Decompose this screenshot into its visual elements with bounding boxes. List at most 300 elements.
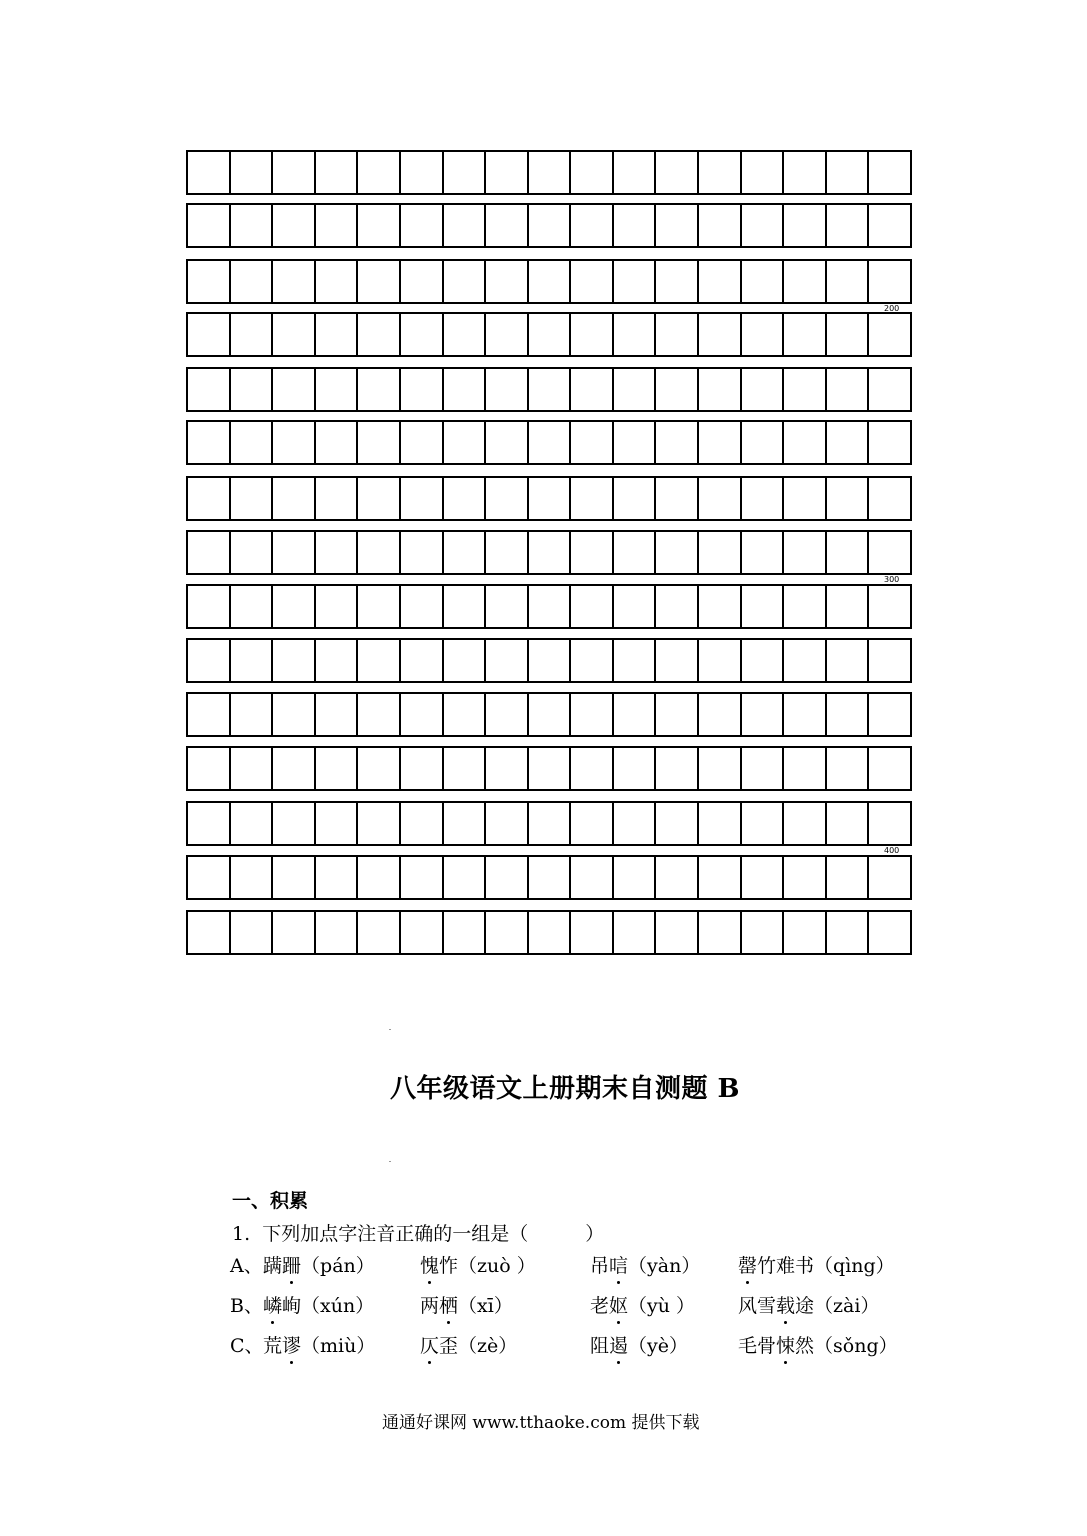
grid-cell (827, 857, 870, 898)
option-item (420, 1331, 517, 1358)
grid-cell (699, 857, 742, 898)
grid-cell (188, 314, 231, 355)
grid-cell (401, 369, 444, 410)
grid-cell (699, 586, 742, 627)
word-count-mark: 200 (884, 304, 900, 313)
grid-cell (571, 422, 614, 463)
pinyin-annotation: （zè） (458, 1335, 518, 1357)
grid-cell (273, 532, 316, 573)
grid-cell (742, 369, 785, 410)
grid-cell (784, 152, 827, 193)
grid-cell (656, 803, 699, 844)
grid-cell (529, 748, 572, 789)
pinyin-annotation: （qìng） (814, 1255, 895, 1277)
grid-cell (401, 912, 444, 953)
grid-cell (742, 422, 785, 463)
grid-cell (827, 640, 870, 681)
grid-cell (869, 694, 912, 735)
grid-cell (273, 640, 316, 681)
grid-cell (614, 857, 657, 898)
speck-mark (389, 1161, 391, 1162)
grid-cell (827, 912, 870, 953)
grid-row (186, 312, 912, 357)
pinyin-annotation: （xún） (301, 1295, 375, 1317)
word-part: 荒 (263, 1335, 283, 1357)
grid-row (186, 638, 912, 683)
grid-cell (486, 694, 529, 735)
grid-cell (358, 261, 401, 302)
grid-cell (869, 748, 912, 789)
grid-cell (614, 694, 657, 735)
grid-cell (571, 640, 614, 681)
grid-cell (358, 314, 401, 355)
grid-row (186, 855, 912, 900)
grid-cell (571, 857, 614, 898)
grid-row (186, 420, 912, 465)
grid-cell (486, 152, 529, 193)
dotted-character: 仄 (420, 1335, 440, 1357)
grid-cell (571, 532, 614, 573)
grid-cell (827, 694, 870, 735)
grid-cell (358, 640, 401, 681)
grid-cell (869, 369, 912, 410)
grid-cell (444, 478, 487, 519)
grid-cell (188, 586, 231, 627)
grid-cell (699, 422, 742, 463)
grid-cell (656, 478, 699, 519)
grid-cell (486, 261, 529, 302)
grid-cell (401, 640, 444, 681)
grid-cell (656, 857, 699, 898)
grid-row (186, 801, 912, 846)
grid-cell (316, 261, 359, 302)
grid-cell (358, 478, 401, 519)
word-count-mark: 400 (884, 846, 900, 855)
grid-cell (571, 586, 614, 627)
grid-cell (358, 748, 401, 789)
grid-cell (699, 912, 742, 953)
dotted-character: 愧 (420, 1255, 440, 1277)
grid-cell (358, 586, 401, 627)
grid-cell (358, 912, 401, 953)
option-item (590, 1251, 700, 1278)
grid-cell (529, 857, 572, 898)
grid-cell (231, 369, 274, 410)
grid-cell (869, 586, 912, 627)
section-heading: 一、积累 (232, 1190, 309, 1212)
grid-cell (784, 314, 827, 355)
grid-cell (486, 586, 529, 627)
grid-cell (869, 205, 912, 246)
grid-cell (358, 803, 401, 844)
grid-cell (784, 748, 827, 789)
grid-cell (529, 803, 572, 844)
grid-cell (656, 694, 699, 735)
grid-cell (316, 640, 359, 681)
grid-cell (188, 803, 231, 844)
option-row (230, 1331, 930, 1361)
word-part: 途 (795, 1295, 815, 1317)
grid-cell (869, 857, 912, 898)
grid-cell (486, 912, 529, 953)
grid-cell (188, 748, 231, 789)
question-1 (232, 1219, 604, 1246)
grid-cell (444, 912, 487, 953)
dotted-character: 遏 (609, 1335, 629, 1357)
grid-cell (188, 857, 231, 898)
grid-cell (699, 478, 742, 519)
footer-source: 通通好课网 www.tthaoke.com 提供下载 (382, 1413, 700, 1433)
option-item (590, 1331, 688, 1358)
grid-cell (699, 369, 742, 410)
grid-cell (742, 532, 785, 573)
word-part: 然 (795, 1335, 815, 1357)
grid-cell (656, 640, 699, 681)
grid-cell (273, 857, 316, 898)
grid-cell (486, 369, 529, 410)
grid-cell (699, 640, 742, 681)
grid-cell (273, 205, 316, 246)
grid-cell (656, 369, 699, 410)
pinyin-annotation: （zài） (814, 1295, 880, 1317)
grid-cell (742, 857, 785, 898)
grid-cell (742, 586, 785, 627)
grid-cell (273, 586, 316, 627)
grid-cell (231, 912, 274, 953)
word-part: 峋 (282, 1295, 302, 1317)
grid-cell (486, 857, 529, 898)
grid-cell (401, 532, 444, 573)
word-part: 吊 (590, 1255, 610, 1277)
grid-cell (656, 152, 699, 193)
grid-cell (784, 422, 827, 463)
grid-cell (529, 152, 572, 193)
grid-cell (614, 422, 657, 463)
grid-cell (742, 912, 785, 953)
grid-cell (401, 205, 444, 246)
grid-cell (401, 422, 444, 463)
grid-cell (742, 478, 785, 519)
grid-cell (358, 369, 401, 410)
grid-row (186, 530, 912, 575)
question-text: 下列加点字注音正确的一组是（ ） (262, 1223, 605, 1245)
word-part: 毛骨 (738, 1335, 777, 1357)
grid-cell (529, 314, 572, 355)
page-title: 八年级语文上册期末自测题 B (390, 1074, 741, 1104)
grid-cell (827, 478, 870, 519)
grid-cell (571, 369, 614, 410)
grid-cell (444, 152, 487, 193)
grid-cell (529, 532, 572, 573)
grid-cell (273, 748, 316, 789)
option-item (738, 1331, 898, 1358)
grid-cell (827, 803, 870, 844)
grid-cell (699, 205, 742, 246)
grid-cell (742, 640, 785, 681)
grid-cell (614, 314, 657, 355)
option-letter: A、 (230, 1255, 263, 1277)
grid-cell (444, 640, 487, 681)
grid-cell (358, 857, 401, 898)
grid-cell (444, 261, 487, 302)
grid-cell (784, 532, 827, 573)
grid-cell (316, 857, 359, 898)
grid-cell (188, 532, 231, 573)
grid-cell (656, 422, 699, 463)
grid-cell (486, 422, 529, 463)
grid-cell (869, 152, 912, 193)
grid-cell (401, 748, 444, 789)
grid-cell (444, 857, 487, 898)
word-part: 阻 (590, 1335, 610, 1357)
grid-cell (869, 532, 912, 573)
grid-cell (571, 912, 614, 953)
grid-cell (784, 369, 827, 410)
grid-cell (827, 314, 870, 355)
grid-cell (529, 369, 572, 410)
grid-cell (444, 205, 487, 246)
grid-cell (827, 205, 870, 246)
grid-cell (273, 152, 316, 193)
grid-cell (273, 422, 316, 463)
grid-cell (742, 694, 785, 735)
grid-cell (742, 152, 785, 193)
grid-cell (699, 532, 742, 573)
grid-cell (273, 912, 316, 953)
grid-row (186, 584, 912, 629)
grid-cell (699, 694, 742, 735)
grid-cell (784, 803, 827, 844)
grid-cell (188, 369, 231, 410)
pinyin-annotation: （xī） (458, 1295, 513, 1317)
grid-cell (827, 748, 870, 789)
grid-row (186, 150, 912, 195)
grid-cell (699, 748, 742, 789)
grid-cell (529, 912, 572, 953)
grid-cell (273, 803, 316, 844)
grid-cell (316, 694, 359, 735)
grid-cell (316, 532, 359, 573)
grid-cell (273, 694, 316, 735)
grid-cell (827, 532, 870, 573)
grid-cell (614, 261, 657, 302)
dotted-character: 载 (776, 1295, 796, 1317)
grid-row (186, 746, 912, 791)
grid-cell (486, 640, 529, 681)
grid-cell (486, 205, 529, 246)
pinyin-annotation: （miù） (301, 1335, 376, 1357)
grid-cell (614, 912, 657, 953)
option-item (420, 1291, 513, 1318)
grid-cell (614, 152, 657, 193)
grid-cell (869, 803, 912, 844)
option-item (263, 1291, 374, 1318)
grid-row (186, 910, 912, 955)
dotted-character: 嶙 (263, 1295, 283, 1317)
grid-cell (358, 152, 401, 193)
grid-cell (231, 748, 274, 789)
option-row (230, 1291, 930, 1321)
grid-cell (614, 205, 657, 246)
grid-cell (316, 748, 359, 789)
grid-row (186, 476, 912, 521)
grid-cell (742, 314, 785, 355)
grid-cell (571, 748, 614, 789)
grid-cell (869, 478, 912, 519)
grid-cell (273, 261, 316, 302)
grid-cell (444, 586, 487, 627)
grid-cell (699, 152, 742, 193)
grid-cell (401, 261, 444, 302)
grid-cell (614, 532, 657, 573)
grid-cell (316, 912, 359, 953)
grid-cell (529, 640, 572, 681)
word-part: 老 (590, 1295, 610, 1317)
grid-cell (656, 912, 699, 953)
grid-cell (656, 314, 699, 355)
grid-cell (444, 532, 487, 573)
pinyin-annotation: （sǒng） (814, 1335, 898, 1357)
grid-cell (784, 586, 827, 627)
dotted-character: 妪 (609, 1295, 629, 1317)
grid-cell (699, 261, 742, 302)
grid-cell (188, 478, 231, 519)
grid-cell (358, 532, 401, 573)
grid-cell (231, 803, 274, 844)
grid-cell (486, 803, 529, 844)
grid-cell (188, 205, 231, 246)
grid-cell (571, 205, 614, 246)
grid-cell (656, 748, 699, 789)
grid-cell (444, 369, 487, 410)
option-item (590, 1291, 695, 1318)
dotted-character: 悚 (776, 1335, 796, 1357)
speck-mark (389, 1029, 391, 1030)
grid-cell (827, 261, 870, 302)
grid-cell (188, 422, 231, 463)
grid-cell (231, 640, 274, 681)
grid-cell (742, 205, 785, 246)
grid-cell (231, 586, 274, 627)
grid-cell (316, 586, 359, 627)
grid-cell (358, 694, 401, 735)
grid-cell (231, 857, 274, 898)
grid-cell (869, 912, 912, 953)
grid-cell (827, 152, 870, 193)
pinyin-annotation: （yù ） (628, 1295, 696, 1317)
grid-cell (742, 803, 785, 844)
grid-cell (486, 478, 529, 519)
grid-cell (571, 152, 614, 193)
grid-cell (444, 803, 487, 844)
grid-cell (444, 422, 487, 463)
grid-cell (827, 422, 870, 463)
grid-cell (784, 478, 827, 519)
grid-cell (614, 478, 657, 519)
grid-cell (401, 314, 444, 355)
grid-cell (656, 205, 699, 246)
grid-cell (827, 586, 870, 627)
grid-cell (358, 205, 401, 246)
grid-cell (316, 422, 359, 463)
pinyin-annotation: （yè） (628, 1335, 689, 1357)
grid-cell (699, 803, 742, 844)
option-letter: B、 (230, 1295, 263, 1317)
grid-cell (529, 205, 572, 246)
word-part: 风雪 (738, 1295, 777, 1317)
grid-cell (188, 152, 231, 193)
grid-cell (742, 261, 785, 302)
grid-cell (358, 422, 401, 463)
pinyin-annotation: （zuò ） (458, 1255, 536, 1277)
grid-row (186, 259, 912, 304)
grid-cell (827, 369, 870, 410)
grid-cell (273, 478, 316, 519)
grid-cell (656, 586, 699, 627)
option-item (738, 1251, 895, 1278)
option-letter: C、 (230, 1335, 264, 1357)
grid-cell (444, 694, 487, 735)
option-item (420, 1251, 536, 1278)
grid-cell (869, 640, 912, 681)
word-part: 竹难书 (757, 1255, 815, 1277)
grid-cell (869, 314, 912, 355)
grid-cell (486, 748, 529, 789)
dotted-character: 罄 (738, 1255, 758, 1277)
grid-cell (444, 314, 487, 355)
grid-cell (188, 640, 231, 681)
grid-cell (231, 314, 274, 355)
grid-cell (188, 912, 231, 953)
grid-cell (699, 314, 742, 355)
grid-cell (614, 369, 657, 410)
grid-cell (401, 803, 444, 844)
pinyin-annotation: （pán） (301, 1255, 375, 1277)
pinyin-annotation: （yàn） (628, 1255, 701, 1277)
grid-cell (401, 586, 444, 627)
grid-cell (784, 205, 827, 246)
option-row (230, 1251, 930, 1281)
grid-row (186, 692, 912, 737)
option-item (263, 1331, 375, 1358)
grid-cell (231, 152, 274, 193)
grid-cell (784, 857, 827, 898)
grid-cell (529, 586, 572, 627)
grid-cell (571, 478, 614, 519)
grid-cell (316, 314, 359, 355)
grid-cell (486, 314, 529, 355)
grid-cell (784, 640, 827, 681)
grid-cell (614, 748, 657, 789)
dotted-character: 栖 (439, 1295, 459, 1317)
grid-cell (529, 478, 572, 519)
dotted-character: 跚 (282, 1255, 302, 1277)
word-count-mark: 300 (884, 575, 900, 584)
dotted-character: 唁 (609, 1255, 629, 1277)
grid-cell (486, 532, 529, 573)
grid-cell (571, 694, 614, 735)
grid-cell (614, 586, 657, 627)
grid-cell (188, 261, 231, 302)
option-item (263, 1251, 375, 1278)
grid-cell (273, 369, 316, 410)
question-number: 1. (232, 1223, 251, 1245)
grid-cell (784, 694, 827, 735)
grid-cell (316, 803, 359, 844)
grid-cell (869, 422, 912, 463)
grid-cell (571, 261, 614, 302)
option-item (738, 1291, 879, 1318)
